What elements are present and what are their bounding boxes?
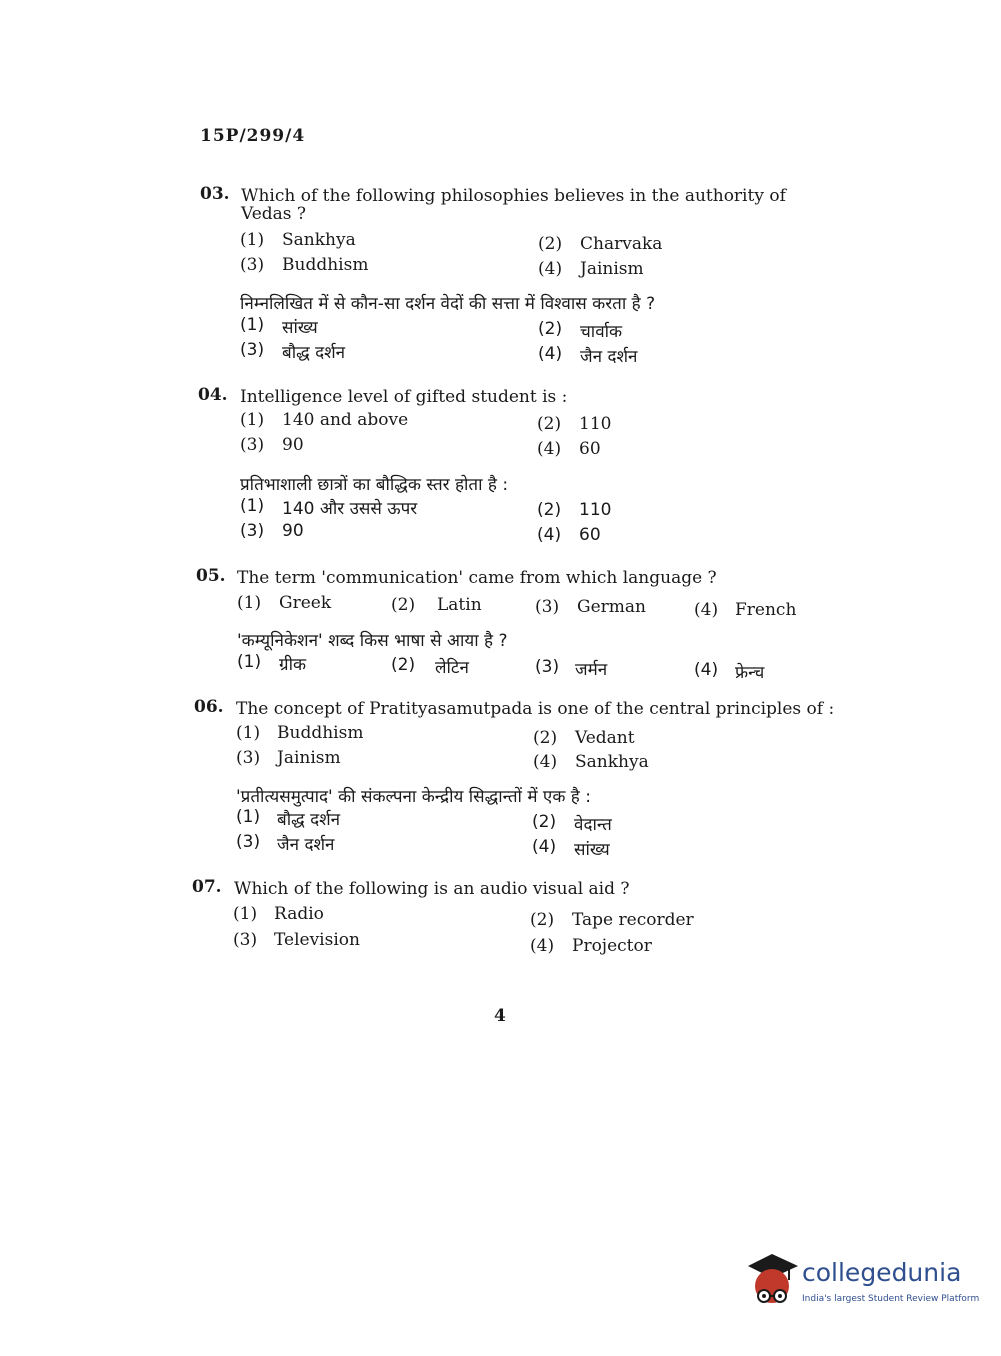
option-number: (1) (237, 652, 262, 672)
question-text-hindi: 'प्रतीत्यसमुत्पाद' की संकल्पना केन्द्रीय सिद्धान्तों में एक है : (236, 787, 591, 807)
option-text-hindi: जैन दर्शन (580, 347, 638, 367)
question-number: 03. (200, 184, 230, 204)
option-number: (3) (535, 657, 560, 677)
option-number: (3) (240, 521, 265, 541)
option-number: (3) (233, 930, 258, 950)
option-text: Tape recorder (572, 910, 694, 930)
option-text: 60 (579, 439, 601, 459)
paper-code: 15P/299/4 (200, 126, 306, 146)
option-text: 90 (282, 435, 304, 455)
question-number: 05. (196, 566, 226, 586)
question-text-hindi: प्रतिभाशाली छात्रों का बौद्धिक स्तर होता है : (240, 475, 509, 495)
option-number: (1) (236, 723, 261, 743)
option-text-hindi: 60 (579, 525, 601, 545)
option-number: (1) (237, 593, 262, 613)
option-text-hindi: सांख्य (574, 840, 610, 860)
option-text: Greek (279, 593, 332, 613)
option-number: (1) (240, 496, 265, 516)
option-number: (4) (538, 344, 563, 364)
option-text: 110 (579, 414, 612, 434)
option-number: (4) (530, 936, 555, 956)
option-text-hindi: बौद्ध दर्शन (277, 810, 341, 830)
option-text-hindi: 110 (579, 500, 612, 520)
question-text: Intelligence level of gifted student is : (240, 387, 568, 407)
page-number: 4 (494, 1006, 506, 1026)
option-number: (4) (532, 837, 557, 857)
question-text-hindi: 'कम्यूनिकेशन' शब्द किस भाषा से आया है ? (237, 631, 508, 651)
question-number: 06. (194, 697, 224, 717)
option-number: (3) (240, 340, 265, 360)
option-number: (1) (240, 230, 265, 250)
mascot-icon (744, 1252, 800, 1312)
option-text-hindi: जर्मन (575, 660, 608, 680)
option-number: (2) (391, 655, 416, 675)
option-number: (4) (694, 660, 719, 680)
question-text: Which of the following is an audio visual aid ? (234, 879, 630, 899)
option-number: (2) (532, 812, 557, 832)
option-number: (2) (530, 910, 555, 930)
option-text: Jainism (277, 748, 341, 768)
option-text-hindi: सांख्य (282, 318, 318, 338)
option-number: (1) (240, 410, 265, 430)
question-text: The concept of Pratityasamutpada is one of the central principles of : (236, 699, 835, 719)
option-text-hindi: चार्वाक (580, 322, 623, 342)
question-text: Which of the following philosophies believes in the authority of (241, 186, 786, 206)
option-number: (4) (694, 600, 719, 620)
option-text: Vedant (575, 728, 635, 748)
option-number: (2) (537, 500, 562, 520)
option-number: (4) (537, 525, 562, 545)
option-number: (4) (533, 752, 558, 772)
option-number: (1) (240, 315, 265, 335)
question-text-hindi: निम्नलिखित में से कौन-सा दर्शन वेदों की सत्ता में विश्वास करता है ? (240, 294, 656, 314)
option-text: Television (274, 930, 360, 950)
option-text-hindi: जैन दर्शन (277, 835, 335, 855)
option-number: (3) (240, 255, 265, 275)
option-number: (3) (236, 832, 261, 852)
option-text: Sankhya (575, 752, 649, 772)
option-text-hindi: वेदान्त (574, 815, 612, 835)
question-text-cont: Vedas ? (241, 204, 307, 224)
option-text-hindi: बौद्ध दर्शन (282, 343, 346, 363)
option-text: 140 and above (282, 410, 409, 430)
option-text-hindi: 140 और उससे ऊपर (282, 499, 418, 519)
option-text-hindi: ग्रीक (279, 655, 307, 675)
collegedunia-logo (744, 1252, 980, 1312)
option-text: Jainism (580, 259, 644, 279)
option-number: (3) (236, 748, 261, 768)
option-number: (2) (533, 728, 558, 748)
option-number: (2) (538, 234, 563, 254)
option-text: Projector (572, 936, 652, 956)
logo-wordmark: collegedunia (802, 1258, 962, 1287)
option-text: German (577, 597, 646, 617)
option-text: Latin (437, 595, 482, 615)
option-number: (1) (236, 807, 261, 827)
option-text: French (735, 600, 797, 620)
option-text-hindi: फ्रेन्च (735, 663, 765, 683)
option-text-hindi: 90 (282, 521, 304, 541)
logo-tagline: India's largest Student Review Platform (802, 1294, 980, 1304)
option-number: (2) (537, 414, 562, 434)
option-text: Radio (274, 904, 324, 924)
question-text: The term 'communication' came from which language ? (237, 568, 717, 588)
option-text: Buddhism (282, 255, 369, 275)
option-number: (2) (391, 595, 416, 615)
option-number: (3) (535, 597, 560, 617)
option-number: (1) (233, 904, 258, 924)
option-number: (4) (537, 439, 562, 459)
option-text: Buddhism (277, 723, 364, 743)
option-text: Charvaka (580, 234, 663, 254)
option-number: (3) (240, 435, 265, 455)
option-number: (2) (538, 319, 563, 339)
question-number: 07. (192, 877, 222, 897)
question-number: 04. (198, 385, 228, 405)
option-number: (4) (538, 259, 563, 279)
option-text: Sankhya (282, 230, 356, 250)
option-text-hindi: लेटिन (435, 658, 469, 678)
